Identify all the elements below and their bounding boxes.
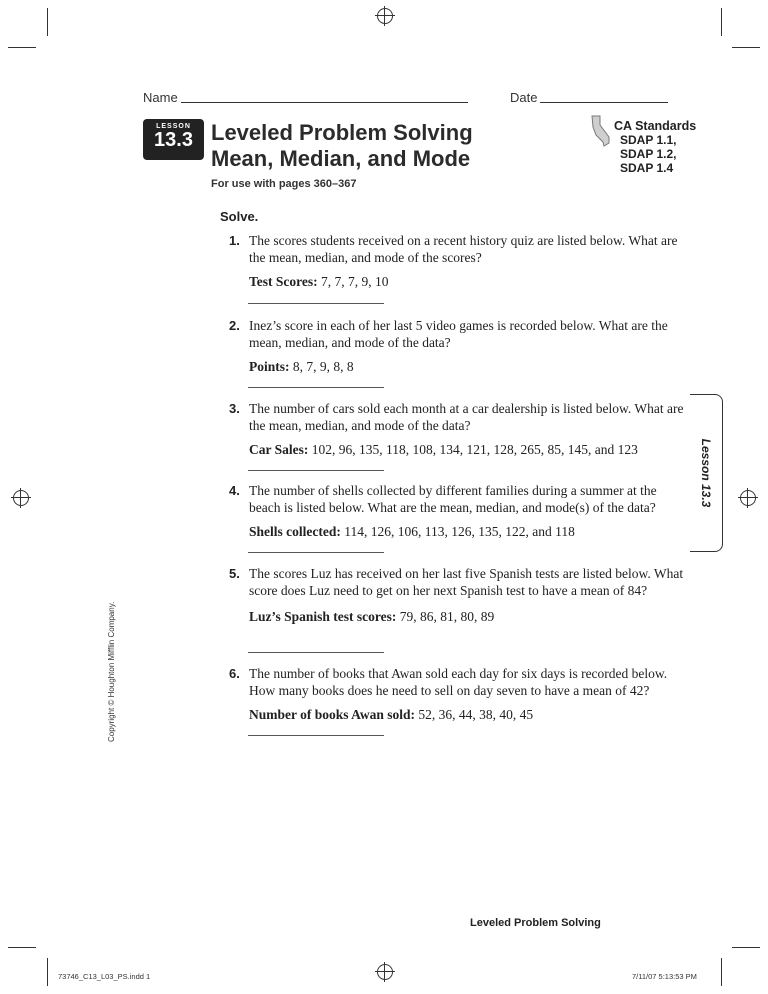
question-number: 3. <box>229 401 240 416</box>
question-number: 6. <box>229 666 240 681</box>
footer-timestamp: 7/11/07 5:13:53 PM <box>632 972 697 981</box>
question-text: The scores students received on a recent history quiz are listed below. What are the mean, median, and mode of the scores? <box>249 233 678 265</box>
data-value: 114, 126, 106, 113, 126, 135, 122, and 118 <box>340 524 575 539</box>
date-label: Date <box>510 90 538 105</box>
question-data <box>249 441 689 458</box>
footer-file-name: 73746_C13_L03_PS.indd 1 <box>58 972 151 981</box>
question-text: The number of shells collected by different families during a summer at the beach is listed below. What are the mean, median, and mode(s) of the data? <box>249 483 657 515</box>
date-field[interactable] <box>540 102 668 103</box>
data-value: 8, 7, 9, 8, 8 <box>289 359 354 374</box>
crop-mark <box>721 8 722 36</box>
question-6 <box>229 665 689 723</box>
lesson-side-tab-label: Lesson 13.3 <box>699 438 713 508</box>
answer-line-6[interactable] <box>248 735 384 736</box>
question-text: The number of cars sold each month at a car dealership is listed below. What are the mean, median, and mode of the data? <box>249 401 684 433</box>
data-label: Number of books Awan sold: <box>249 707 416 722</box>
question-data <box>249 608 689 625</box>
crop-mark <box>8 947 36 948</box>
lesson-side-tab <box>690 394 723 552</box>
answer-line-5[interactable] <box>248 652 384 653</box>
question-text: The number of books that Awan sold each day for six days is recorded below. How many books does he need to sell on day seven to have a mean of 42? <box>249 666 668 698</box>
data-value: 7, 7, 7, 9, 10 <box>317 274 389 289</box>
data-label: Shells collected: <box>249 524 341 539</box>
standard-item: SDAP 1.1, <box>620 133 677 147</box>
ca-standards-heading: CA Standards <box>614 119 697 133</box>
data-value: 52, 36, 44, 38, 40, 45 <box>415 707 534 722</box>
question-data <box>249 706 689 723</box>
page-subtitle: For use with pages 360–367 <box>211 178 357 190</box>
question-number: 5. <box>229 566 240 581</box>
answer-line-2[interactable] <box>248 387 384 388</box>
lesson-badge-number: 13.3 <box>154 129 193 151</box>
data-value: 102, 96, 135, 118, 108, 134, 121, 128, 265, 85, 145, and 123 <box>308 442 638 457</box>
instructions: Solve. <box>220 209 259 224</box>
ca-standards <box>614 119 696 175</box>
california-map-icon <box>590 115 612 147</box>
crop-mark <box>732 47 760 48</box>
registration-mark-icon <box>13 490 29 506</box>
question-text: Inez’s score in each of her last 5 video games is recorded below. What are the mean, median, and mode of the data? <box>249 318 668 350</box>
registration-mark-icon <box>740 490 756 506</box>
question-data <box>249 358 689 375</box>
data-label: Car Sales: <box>249 442 309 457</box>
crop-mark <box>47 8 48 36</box>
data-label: Points: <box>249 359 290 374</box>
lesson-badge-label: LESSON <box>156 123 191 130</box>
page-title-line2: Mean, Median, and Mode <box>211 146 471 171</box>
lesson-badge <box>143 119 204 160</box>
question-number: 2. <box>229 318 240 333</box>
registration-mark-icon <box>377 964 393 980</box>
crop-mark <box>732 947 760 948</box>
standard-item: SDAP 1.2, <box>620 147 677 161</box>
name-field[interactable] <box>181 102 468 103</box>
standard-item: SDAP 1.4 <box>620 161 674 175</box>
data-value: 79, 86, 81, 80, 89 <box>396 609 495 624</box>
crop-mark <box>47 958 48 986</box>
answer-line-3[interactable] <box>248 470 384 471</box>
question-1 <box>229 232 689 290</box>
question-data <box>249 273 689 290</box>
data-label: Luz’s Spanish test scores: <box>249 609 397 624</box>
question-2 <box>229 317 689 375</box>
registration-mark-icon <box>377 8 393 24</box>
question-number: 1. <box>229 233 240 248</box>
question-5 <box>229 565 689 625</box>
copyright-notice: Copyright © Houghton Mifflin Company. <box>107 601 116 742</box>
question-3 <box>229 400 689 458</box>
answer-line-4[interactable] <box>248 552 384 553</box>
crop-mark <box>8 47 36 48</box>
question-text: The scores Luz has received on her last five Spanish tests are listed below. What score does Luz need to get on her next Spanish test to have a mean of 84? <box>249 566 684 598</box>
page-title-line1: Leveled Problem Solving <box>211 120 473 145</box>
footer-title: Leveled Problem Solving <box>470 917 601 929</box>
page-title <box>211 120 473 172</box>
crop-mark <box>721 958 722 986</box>
name-label: Name <box>143 90 178 105</box>
answer-line-1[interactable] <box>248 303 384 304</box>
data-label: Test Scores: <box>249 274 318 289</box>
question-4 <box>229 482 689 540</box>
question-number: 4. <box>229 483 240 498</box>
question-data <box>249 523 689 540</box>
